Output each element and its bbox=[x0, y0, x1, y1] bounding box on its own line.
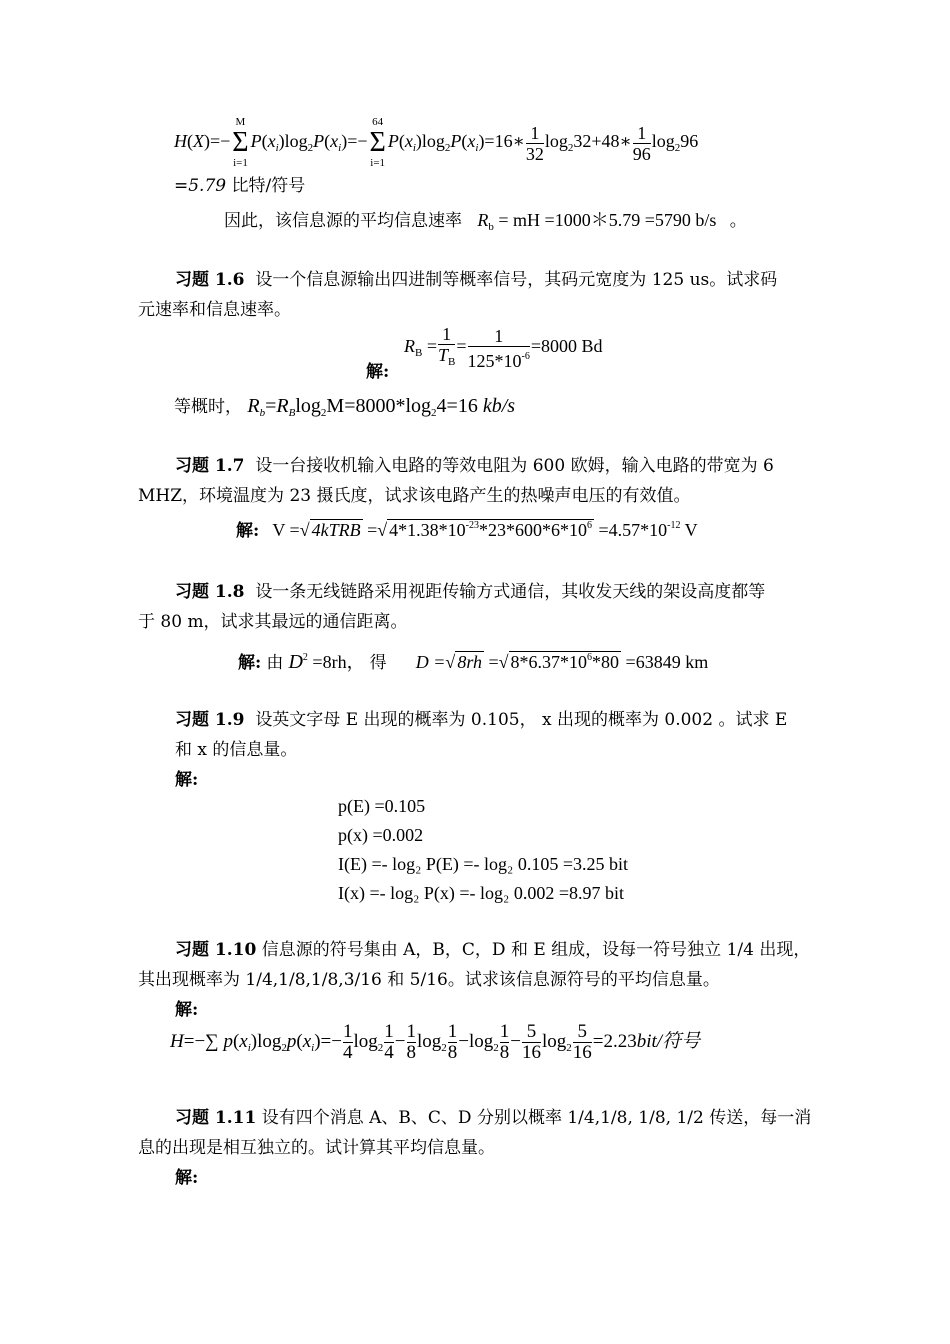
problem-1-10: 习题 1.10 信息源的符号集由 A，B，C，D 和 E 组成，设每一符号独立 1/4 出现， 其出现概率为 1/4,1/8,1/8,3/16 和 5/16。试求该信息源符号的平均信息量。 解: bbox=[138, 940, 811, 1020]
info-rate-line: 等概时， $R_b=R_B\log_2M=8000*\log_24=16$ kb/s bbox=[174, 395, 516, 419]
average-info-equation: H=−∑ $p(x_i)\log_2p(x_i)=-$ $\frac{1}{4}$ $\log_2$ $\frac{1}{4}$ − $\frac{1}{8}$ $\log_2$ $\frac{1}{8}$ $-\log_2$ $\frac{1}{8}$ − $\frac{5}{16}$ $\log_2$ $\frac{5}{16}$ =2.23bit/符号 bbox=[170, 1021, 701, 1063]
symbol-rate-formula: $R_B$ = $\frac{1}{T_B}$ = $\frac{1}{125*10^{-6}}$ =8000 Bd bbox=[404, 324, 603, 371]
solution-label-1-6: 解: bbox=[366, 362, 390, 382]
problem-1-8: 习题 1.8 设一条无线链路采用视距传输方式通信，其收发天线的架设高度都等 于 80 m，试求其最远的通信距离。 bbox=[138, 582, 766, 632]
problem-1-6: 习题 1.6 设一个信息源输出四进制等概率信号，其码元宽度为 125 us。试求码 元速率和信息速率。 bbox=[138, 270, 778, 320]
distance-line: 解: 由 $D^2 =8rh$， 得 D =√ 8rh =√ $8*6.37*10^6*80 =63849$ km bbox=[238, 651, 709, 673]
entropy-equation: H(X)=− M Σ i=1 $P(x_i)\log_2P(x_i)=-$ 64 Σ i=1 $P(x_i)\log_2P(x_i)=16∗$ $\frac{1}{32}$ $\log_232+48∗$ $\frac{1}{96}$ $\log_296$ bbox=[174, 116, 699, 169]
problem-1-7: 习题 1.7 设一台接收机输入电路的等效电阻为 600 欧姆，输入电路的带宽为 6 MHZ，环境温度为 23 摄氏度，试求该电路产生的热噪声电压的有效值。 bbox=[138, 456, 774, 506]
noise-voltage-line: 解: V =√ 4kTRB =√ $4*1.38*10^{-23}*23*600*6*10^6 =4.57*10^{-12}$ V bbox=[236, 520, 698, 541]
problem-1-9: 习题 1.9 设英文字母 E 出现的概率为 0.105， x 出现的概率为 0.002 。试求 E 和 x 的信息量。 解: bbox=[175, 710, 788, 790]
info-rate-conclusion: 因此，该信息源的平均信息速率 $R_b$ = mH =1000＊5.79 =5790 b/s 。 bbox=[224, 210, 747, 233]
entropy-result: =5.79 比特/符号 bbox=[174, 176, 306, 196]
info-quantity-equations: p(E) =0.105 p(x) =0.002 I(E) =- log₂ P(E) =- log₂ 0.105 =3.25 bit I(x) =- log₂ P(x) =- log₂ 0.002 =8.97 bit bbox=[338, 796, 628, 903]
problem-1-11: 习题 1.11 设有四个消息 A、B、C、D 分别以概率 1/4,1/8, 1/8, 1/2 传送，每一消 息的出现是相互独立的。试计算其平均信息量。 解: bbox=[138, 1108, 812, 1188]
